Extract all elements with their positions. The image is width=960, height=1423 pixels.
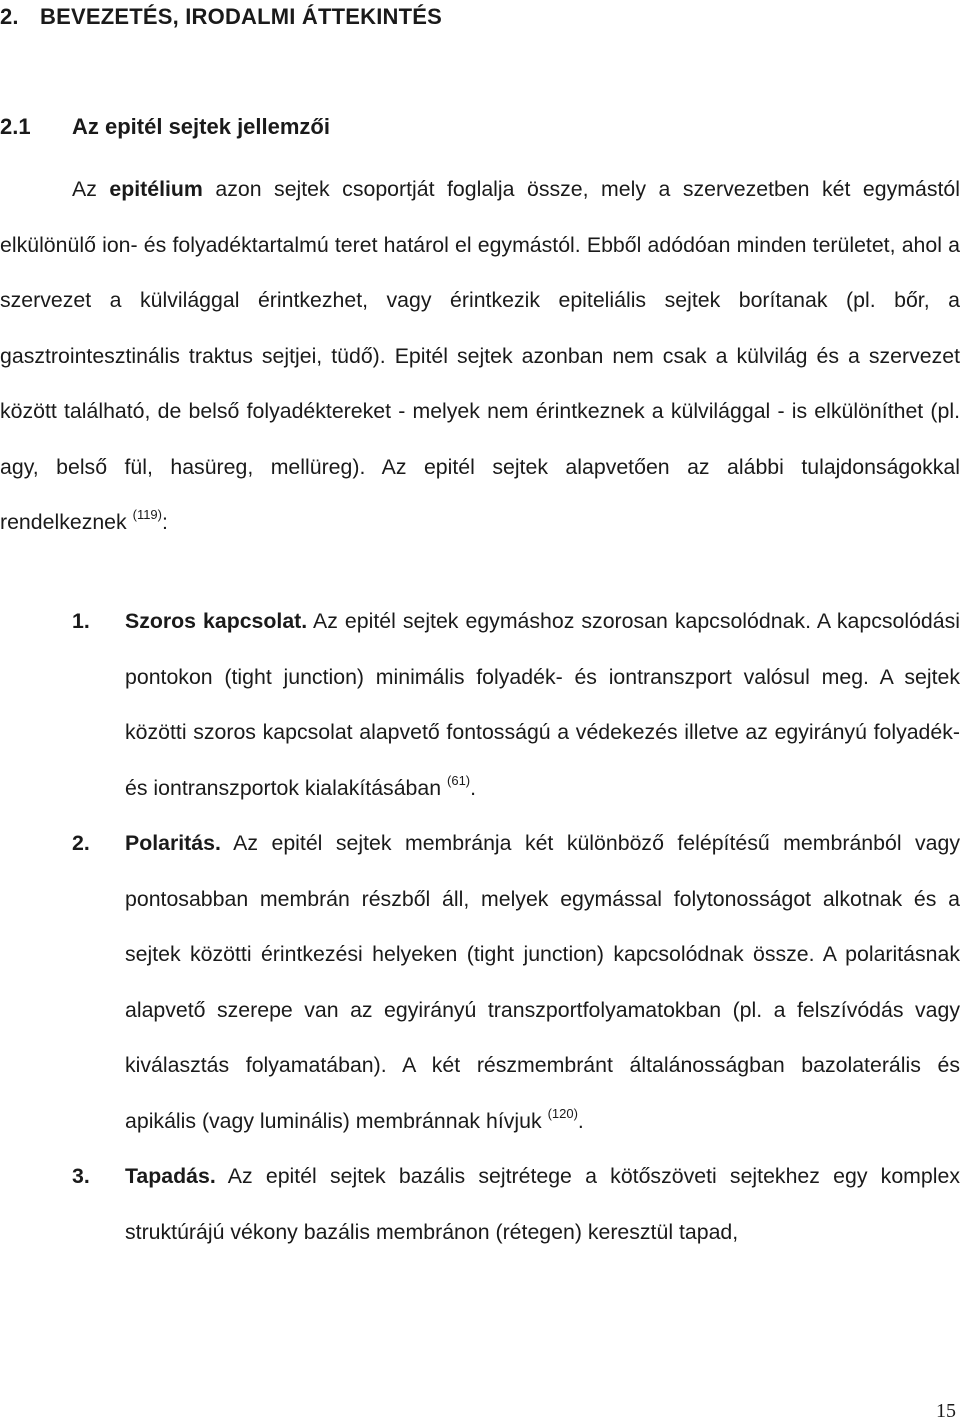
property-list bbox=[0, 594, 960, 1260]
list-item-text: Az epitél sejtek egymáshoz szorosan kapcsolódnak. A kapcsolódási pontokon (tight junction) minimális folyadék- és iontranszport valósul meg. A sejtek közötti szoros kapcsolat alapvető fontosságú a védekezés illetve az egyirányú folyadék- és iontranszportok kialakításában bbox=[125, 609, 960, 800]
list-item bbox=[0, 1149, 960, 1260]
section-number: 2.1 bbox=[0, 114, 31, 139]
intro-paragraph bbox=[0, 162, 960, 551]
intro-text-start: Az bbox=[72, 177, 110, 201]
section-heading bbox=[0, 114, 330, 140]
list-marker: 2. bbox=[72, 831, 90, 855]
list-item-text: Az epitél sejtek membránja két különböző felépítésű membránból vagy pontosabban membrán részből áll, melyek egymással folytonosságot alkotnak és a sejtek közötti érintkezési helyeken (tight junction) kapcsolódnak össze. A polaritásnak alapvető szerepe van az egyirányú transzportfolyamatokban (pl. a felszívódás vagy kiválasztás folyamatában). A két részmembránt általánosságban bazolaterális és apikális (vagy luminális) membránnak hívjuk bbox=[125, 831, 960, 1133]
list-item-citation: (61) bbox=[447, 772, 471, 788]
list-item-end: . bbox=[470, 775, 477, 800]
list-item-term: Tapadás. bbox=[125, 1164, 216, 1188]
list-marker: 3. bbox=[72, 1164, 90, 1188]
intro-bold-term: epitélium bbox=[109, 177, 203, 201]
list-item-term: Polaritás. bbox=[125, 831, 221, 855]
chapter-heading bbox=[0, 4, 442, 30]
chapter-title: BEVEZETÉS, IRODALMI ÁTTEKINTÉS bbox=[40, 4, 443, 29]
page-number: 15 bbox=[936, 1400, 956, 1422]
list-item bbox=[0, 594, 960, 816]
intro-citation: (119) bbox=[132, 507, 162, 522]
section-title: Az epitél sejtek jellemzői bbox=[72, 114, 330, 139]
list-item-end: . bbox=[577, 1108, 584, 1133]
list-item-citation: (120) bbox=[547, 1105, 578, 1121]
intro-text-body: azon sejtek csoportját foglalja össze, mely a szervezetben két egymástól elkülönülő ion- és folyadéktartalmú teret határol el egymástól. Ebből adódóan minden területet, ahol a szervezet a külvilággal érintkezhet, vagy érintkezik epiteliális sejtek borítanak (pl. bőr, a gasztrointesztinális traktus sejtjei, tüdő). Epitél sejtek azonban nem csak a külvilág és a szervezet között található, de belső folyadéktereket - melyek nem érintkeznek a külvilággal - is elkülöníthet (pl. agy, belső fül, hasüreg, mellüreg). Az epitél sejtek alapvetően az alábbi tulajdonságokkal rendelkeznek bbox=[0, 177, 960, 534]
intro-text-end: : bbox=[162, 510, 168, 534]
chapter-number: 2. bbox=[0, 4, 19, 29]
list-item-text: Az epitél sejtek bazális sejtrétege a kötőszöveti sejtekhez egy komplex struktúrájú vékony bazális membránon (rétegen) keresztül tapad, bbox=[125, 1164, 960, 1244]
list-item-term: Szoros kapcsolat. bbox=[125, 609, 308, 633]
list-item bbox=[0, 816, 960, 1149]
list-marker: 1. bbox=[72, 609, 90, 633]
